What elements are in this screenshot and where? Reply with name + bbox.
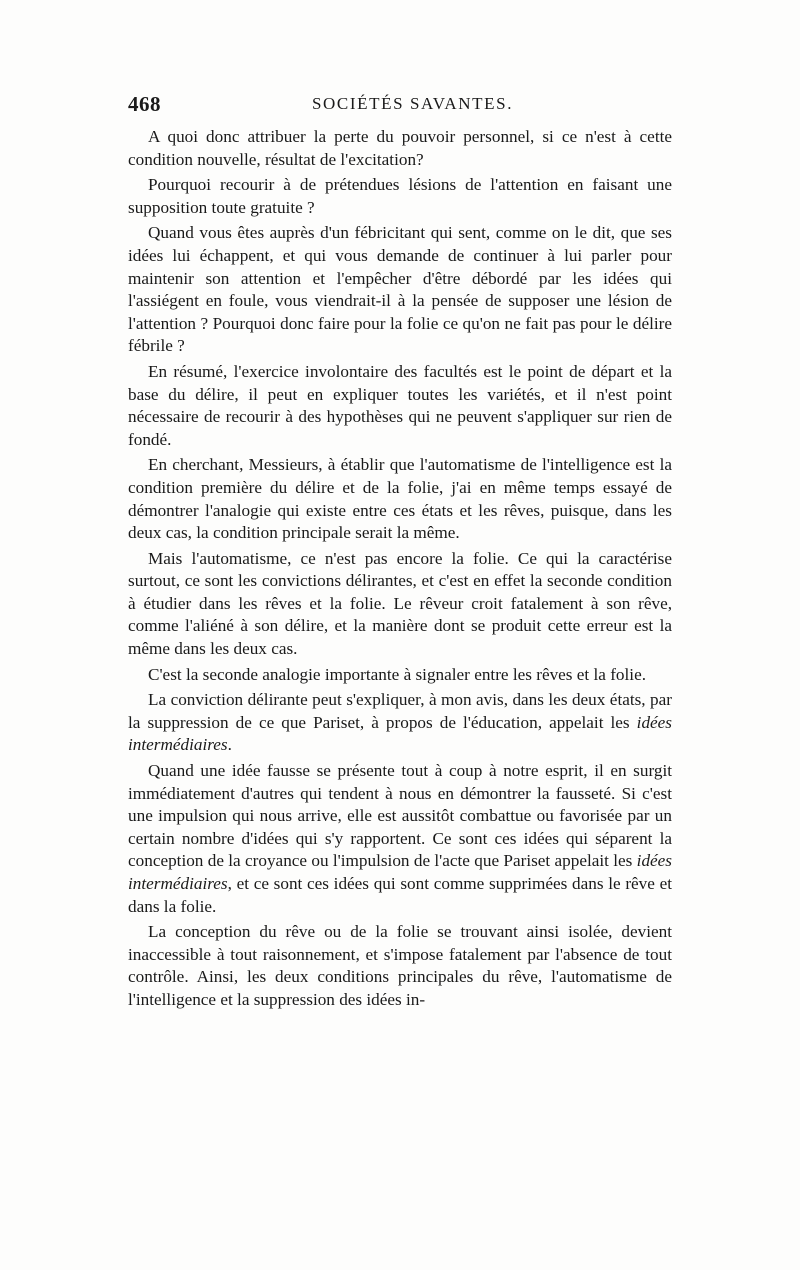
paragraph: Mais l'automatisme, ce n'est pas encore la folie. Ce qui la caractérise surtout, ce sont les convictions délirantes, et c'est en effet la seconde condition à étudier dans les rêves et la folie. Le rêveur croit fatalement à son rêve, comme l'aliéné à son délire, et la manière dont se produit cette erreur est la même dans les deux cas.: [128, 548, 672, 659]
paragraph: C'est la seconde analogie importante à signaler entre les rêves et la folie.: [148, 664, 646, 684]
page-number: 468: [128, 92, 161, 116]
paragraph-text: La conviction délirante peut s'expliquer, à mon avis, dans les deux états, par la suppression de ce que Pariset, à propos de l'éducation, appelait les: [128, 690, 672, 732]
italic-term: idées intermédiaires: [128, 712, 672, 755]
paragraph: A quoi donc attribuer la perte du pouvoir personnel, si ce n'est à cette condition nouvelle, résultat de l'excitation?: [128, 127, 672, 169]
running-title: SOCIÉTÉS SAVANTES.: [312, 94, 514, 113]
paragraph: En résumé, l'exercice involontaire des facultés est le point de départ et la base du délire, il peut en expliquer toutes les variétés, et il n'est point nécessaire de recourir à des hypothèses qui ne peuvent s'appliquer sur rien de fondé.: [128, 361, 672, 449]
paragraph-text: Quand une idée fausse se présente tout à coup à notre esprit, il en surgit immédiatement d'autres qui tendent à nous en démontrer la fausseté. Si c'est une impulsion qui nous arrive, elle est aussitôt combattue ou favorisée par un certain nombre d'idées qui s'y rapportent. Ce sont ces idées qui séparent la conception de la croyance ou l'impulsion de l'acte que Pariset appelait les: [128, 761, 672, 871]
paragraph-text: .: [227, 735, 232, 755]
paragraph: La conception du rêve ou de la folie se trouvant ainsi isolée, devient inaccessible à tout raisonnement, et s'impose fatalement par l'absence de tout contrôle. Ainsi, les deux conditions principales du rêve, l'automatisme de l'intelligence et la suppression des idées in-: [128, 922, 672, 1009]
paragraph: Pourquoi recourir à de prétendues lésions de l'attention en faisant une supposition toute gratuite ?: [128, 175, 672, 217]
paragraph: [128, 689, 672, 757]
paragraph: [128, 760, 672, 918]
body-text: [128, 126, 672, 1015]
paragraph-text: , et ce sont ces idées qui sont comme supprimées dans le rêve et dans la folie.: [128, 874, 672, 916]
paragraph: Quand vous êtes auprès d'un fébricitant qui sent, comme on le dit, que ses idées lui échappent, et qui vous demande de continuer à lui parler pour maintenir son attention et l'empêcher d'être débordé par les idées qui l'assiégent en foule, vous viendrait-il à la pensée de supposer une lésion de l'attention ? Pourquoi donc faire pour la folie ce qu'on ne fait pas pour le délire fébrile ?: [128, 223, 672, 356]
italic-term: idées intermédiaires: [128, 851, 672, 893]
running-head: [128, 92, 672, 118]
paragraph: En cherchant, Messieurs, à établir que l'automatisme de l'intelligence est la condition première du délire et de la folie, j'ai en même temps essayé de démontrer l'analogie qui existe entre ces états et les rêves, puisque, dans les deux cas, la condition principale serait la même.: [128, 455, 672, 543]
